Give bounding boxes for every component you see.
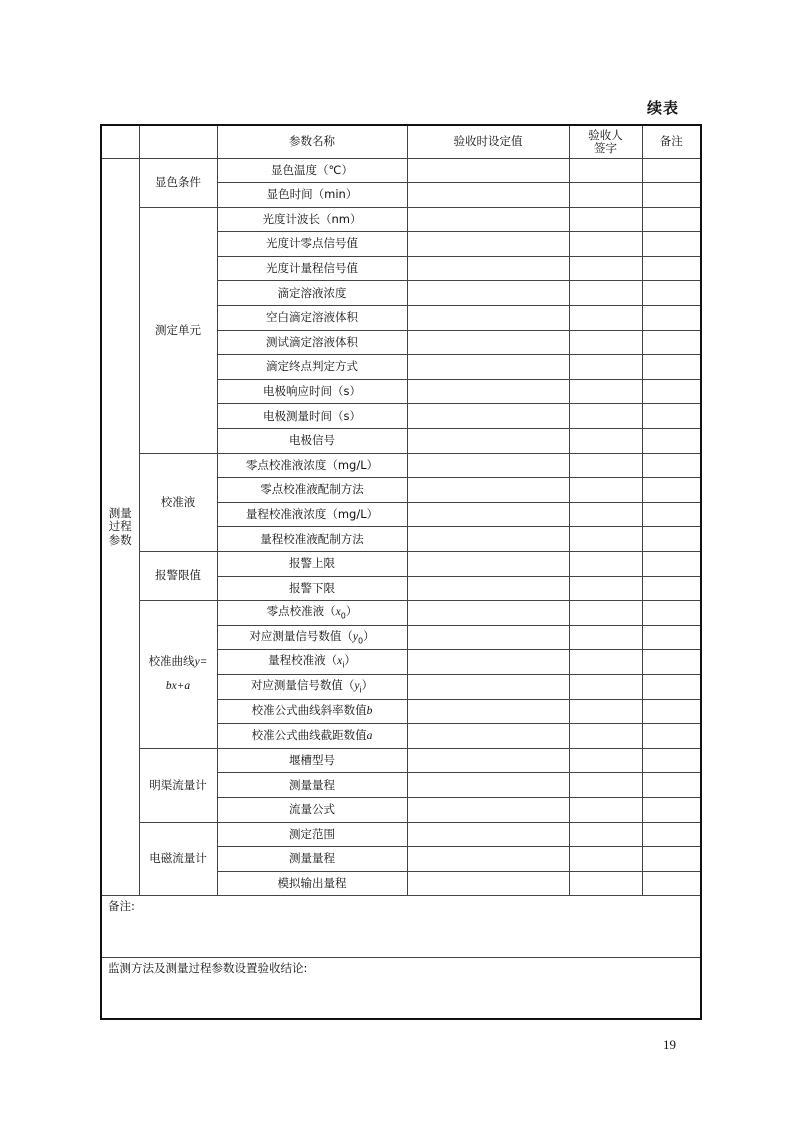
remark-cell[interactable] — [642, 699, 701, 724]
remark-cell[interactable] — [642, 773, 701, 798]
group-label: 显色条件 — [139, 158, 217, 207]
remark-cell[interactable] — [642, 453, 701, 478]
acceptor-signature-cell[interactable] — [569, 429, 642, 454]
remark-cell[interactable] — [642, 207, 701, 232]
acceptor-signature-cell[interactable] — [569, 724, 642, 749]
group-label: 报警限值 — [139, 552, 217, 601]
acceptor-signature-cell[interactable] — [569, 207, 642, 232]
acceptor-signature-cell[interactable] — [569, 674, 642, 699]
param-name-cell: 光度计量程信号值 — [217, 256, 407, 281]
group-label: 明渠流量计 — [139, 748, 217, 822]
acceptor-signature-cell[interactable] — [569, 281, 642, 306]
remark-cell[interactable] — [642, 797, 701, 822]
remark-cell[interactable] — [642, 748, 701, 773]
set-value-cell[interactable] — [407, 478, 569, 503]
param-name-cell: 测定范围 — [217, 822, 407, 847]
remark-cell[interactable] — [642, 404, 701, 429]
param-name-cell: 量程校准液浓度（mg/L） — [217, 502, 407, 527]
remark-cell[interactable] — [642, 306, 701, 331]
remark-cell[interactable] — [642, 527, 701, 552]
param-name-cell: 对应测量信号数值$(y_i)$ — [217, 674, 407, 699]
set-value-cell[interactable] — [407, 453, 569, 478]
set-value-cell[interactable] — [407, 330, 569, 355]
acceptor-signature-cell[interactable] — [569, 306, 642, 331]
header-blank-cell — [101, 125, 139, 158]
param-name-cell: 校准公式曲线截距数值a — [217, 724, 407, 749]
param-name-cell: 模拟输出量程 — [217, 871, 407, 896]
notes-row — [101, 896, 701, 958]
set-value-cell[interactable] — [407, 379, 569, 404]
param-row — [101, 822, 701, 847]
set-value-cell[interactable] — [407, 306, 569, 331]
remark-cell[interactable] — [642, 650, 701, 675]
param-row — [101, 158, 701, 183]
set-value-cell[interactable] — [407, 773, 569, 798]
param-name-cell: 对应测量信号数值$(y_0)$ — [217, 625, 407, 650]
acceptor-signature-cell[interactable] — [569, 502, 642, 527]
param-name-cell: 堰槽型号 — [217, 748, 407, 773]
set-value-cell[interactable] — [407, 699, 569, 724]
acceptor-signature-cell[interactable] — [569, 797, 642, 822]
set-value-cell[interactable] — [407, 256, 569, 281]
set-value-cell[interactable] — [407, 527, 569, 552]
set-value-cell[interactable] — [407, 576, 569, 601]
remark-cell[interactable] — [642, 478, 701, 503]
param-name-cell: 电极信号 — [217, 429, 407, 454]
remark-cell[interactable] — [642, 822, 701, 847]
acceptor-signature-cell[interactable] — [569, 625, 642, 650]
header-blank-cell-2 — [139, 125, 217, 158]
remark-cell[interactable] — [642, 158, 701, 183]
remark-cell[interactable] — [642, 674, 701, 699]
header-remark: 备注 — [642, 125, 701, 158]
acceptor-signature-cell[interactable] — [569, 552, 642, 577]
param-name-cell: 零点校准液浓度（mg/L） — [217, 453, 407, 478]
set-value-cell[interactable] — [407, 429, 569, 454]
set-value-cell[interactable] — [407, 601, 569, 626]
acceptance-table — [100, 124, 702, 1020]
remark-cell[interactable] — [642, 183, 701, 208]
page-number: 19 — [663, 1037, 676, 1052]
conclusion-row — [101, 958, 701, 1019]
set-value-cell[interactable] — [407, 207, 569, 232]
set-value-cell[interactable] — [407, 674, 569, 699]
acceptor-signature-cell[interactable] — [569, 822, 642, 847]
set-value-cell[interactable] — [407, 871, 569, 896]
set-value-cell[interactable] — [407, 552, 569, 577]
acceptor-signature-cell[interactable] — [569, 650, 642, 675]
conclusion-label: 监测方法及测量过程参数设置验收结论: — [108, 961, 308, 976]
conclusion-cell[interactable] — [101, 958, 701, 1019]
param-name-cell: 显色时间（min） — [217, 183, 407, 208]
param-row — [101, 552, 701, 577]
acceptor-signature-cell[interactable] — [569, 601, 642, 626]
param-row — [101, 748, 701, 773]
remark-cell[interactable] — [642, 281, 701, 306]
acceptor-signature-cell[interactable] — [569, 748, 642, 773]
group-label: 电磁流量计 — [139, 822, 217, 896]
set-value-cell[interactable] — [407, 847, 569, 872]
param-name-cell: 报警上限 — [217, 552, 407, 577]
remark-cell[interactable] — [642, 502, 701, 527]
param-name-cell: 测量量程 — [217, 847, 407, 872]
header-param-name: 参数名称 — [217, 125, 407, 158]
param-name-cell: 量程校准液$(x_i)$ — [217, 650, 407, 675]
acceptor-signature-cell[interactable] — [569, 404, 642, 429]
acceptor-signature-cell[interactable] — [569, 379, 642, 404]
acceptor-signature-cell[interactable] — [569, 576, 642, 601]
set-value-cell[interactable] — [407, 724, 569, 749]
param-name-cell: 滴定终点判定方式 — [217, 355, 407, 380]
param-name-cell: 滴定溶液浓度 — [217, 281, 407, 306]
set-value-cell[interactable] — [407, 355, 569, 380]
param-name-cell: 零点校准液配制方法 — [217, 478, 407, 503]
notes-label: 备注: — [108, 899, 135, 914]
group-label: 校准曲线y= bx+a — [139, 601, 217, 749]
acceptor-signature-cell[interactable] — [569, 256, 642, 281]
section-label-measurement-params: 测量 过程 参数 — [101, 158, 139, 896]
param-name-cell: 光度计零点信号值 — [217, 232, 407, 257]
param-name-cell: 电极测量时间（s） — [217, 404, 407, 429]
set-value-cell[interactable] — [407, 281, 569, 306]
remark-cell[interactable] — [642, 379, 701, 404]
acceptor-signature-cell[interactable] — [569, 158, 642, 183]
param-name-cell: 量程校准液配制方法 — [217, 527, 407, 552]
remark-cell[interactable] — [642, 601, 701, 626]
group-label: 校准液 — [139, 453, 217, 551]
param-row — [101, 207, 701, 232]
acceptor-signature-cell[interactable] — [569, 478, 642, 503]
param-name-cell: 空白滴定溶液体积 — [217, 306, 407, 331]
group-label: 测定单元 — [139, 207, 217, 453]
acceptor-signature-cell[interactable] — [569, 847, 642, 872]
remark-cell[interactable] — [642, 355, 701, 380]
set-value-cell[interactable] — [407, 650, 569, 675]
remark-cell[interactable] — [642, 232, 701, 257]
header-set-value: 验收时设定值 — [407, 125, 569, 158]
continued-table-heading: 续表 — [646, 99, 679, 117]
acceptor-signature-cell[interactable] — [569, 355, 642, 380]
acceptor-signature-cell[interactable] — [569, 699, 642, 724]
remark-cell[interactable] — [642, 256, 701, 281]
remark-cell[interactable] — [642, 625, 701, 650]
acceptor-signature-cell[interactable] — [569, 871, 642, 896]
param-name-cell: 光度计波长（nm） — [217, 207, 407, 232]
header-acceptor-text: 验收人 签字 — [588, 127, 623, 155]
acceptor-signature-cell[interactable] — [569, 232, 642, 257]
param-row — [101, 453, 701, 478]
set-value-cell[interactable] — [407, 158, 569, 183]
param-name-cell: 零点校准液$(x_0)$ — [217, 601, 407, 626]
remark-cell[interactable] — [642, 429, 701, 454]
param-name-cell: 校准公式曲线斜率数值b — [217, 699, 407, 724]
set-value-cell[interactable] — [407, 748, 569, 773]
param-name-cell: 报警下限 — [217, 576, 407, 601]
set-value-cell[interactable] — [407, 625, 569, 650]
param-name-cell: 电极响应时间（s） — [217, 379, 407, 404]
set-value-cell[interactable] — [407, 822, 569, 847]
notes-cell[interactable] — [101, 896, 701, 958]
param-name-cell: 流量公式 — [217, 797, 407, 822]
set-value-cell[interactable] — [407, 183, 569, 208]
acceptor-signature-cell[interactable] — [569, 183, 642, 208]
acceptor-signature-cell[interactable] — [569, 527, 642, 552]
set-value-cell[interactable] — [407, 502, 569, 527]
header-acceptor-signature — [569, 125, 642, 158]
param-name-cell: 测试滴定溶液体积 — [217, 330, 407, 355]
remark-cell[interactable] — [642, 847, 701, 872]
remark-cell[interactable] — [642, 330, 701, 355]
acceptor-signature-cell[interactable] — [569, 773, 642, 798]
header-row — [101, 125, 701, 158]
set-value-cell[interactable] — [407, 797, 569, 822]
param-name-cell: 显色温度（℃） — [217, 158, 407, 183]
set-value-cell[interactable] — [407, 404, 569, 429]
remark-cell[interactable] — [642, 871, 701, 896]
set-value-cell[interactable] — [407, 232, 569, 257]
acceptor-signature-cell[interactable] — [569, 330, 642, 355]
remark-cell[interactable] — [642, 576, 701, 601]
param-row — [101, 601, 701, 626]
acceptor-signature-cell[interactable] — [569, 453, 642, 478]
remark-cell[interactable] — [642, 552, 701, 577]
remark-cell[interactable] — [642, 724, 701, 749]
param-name-cell: 测量量程 — [217, 773, 407, 798]
